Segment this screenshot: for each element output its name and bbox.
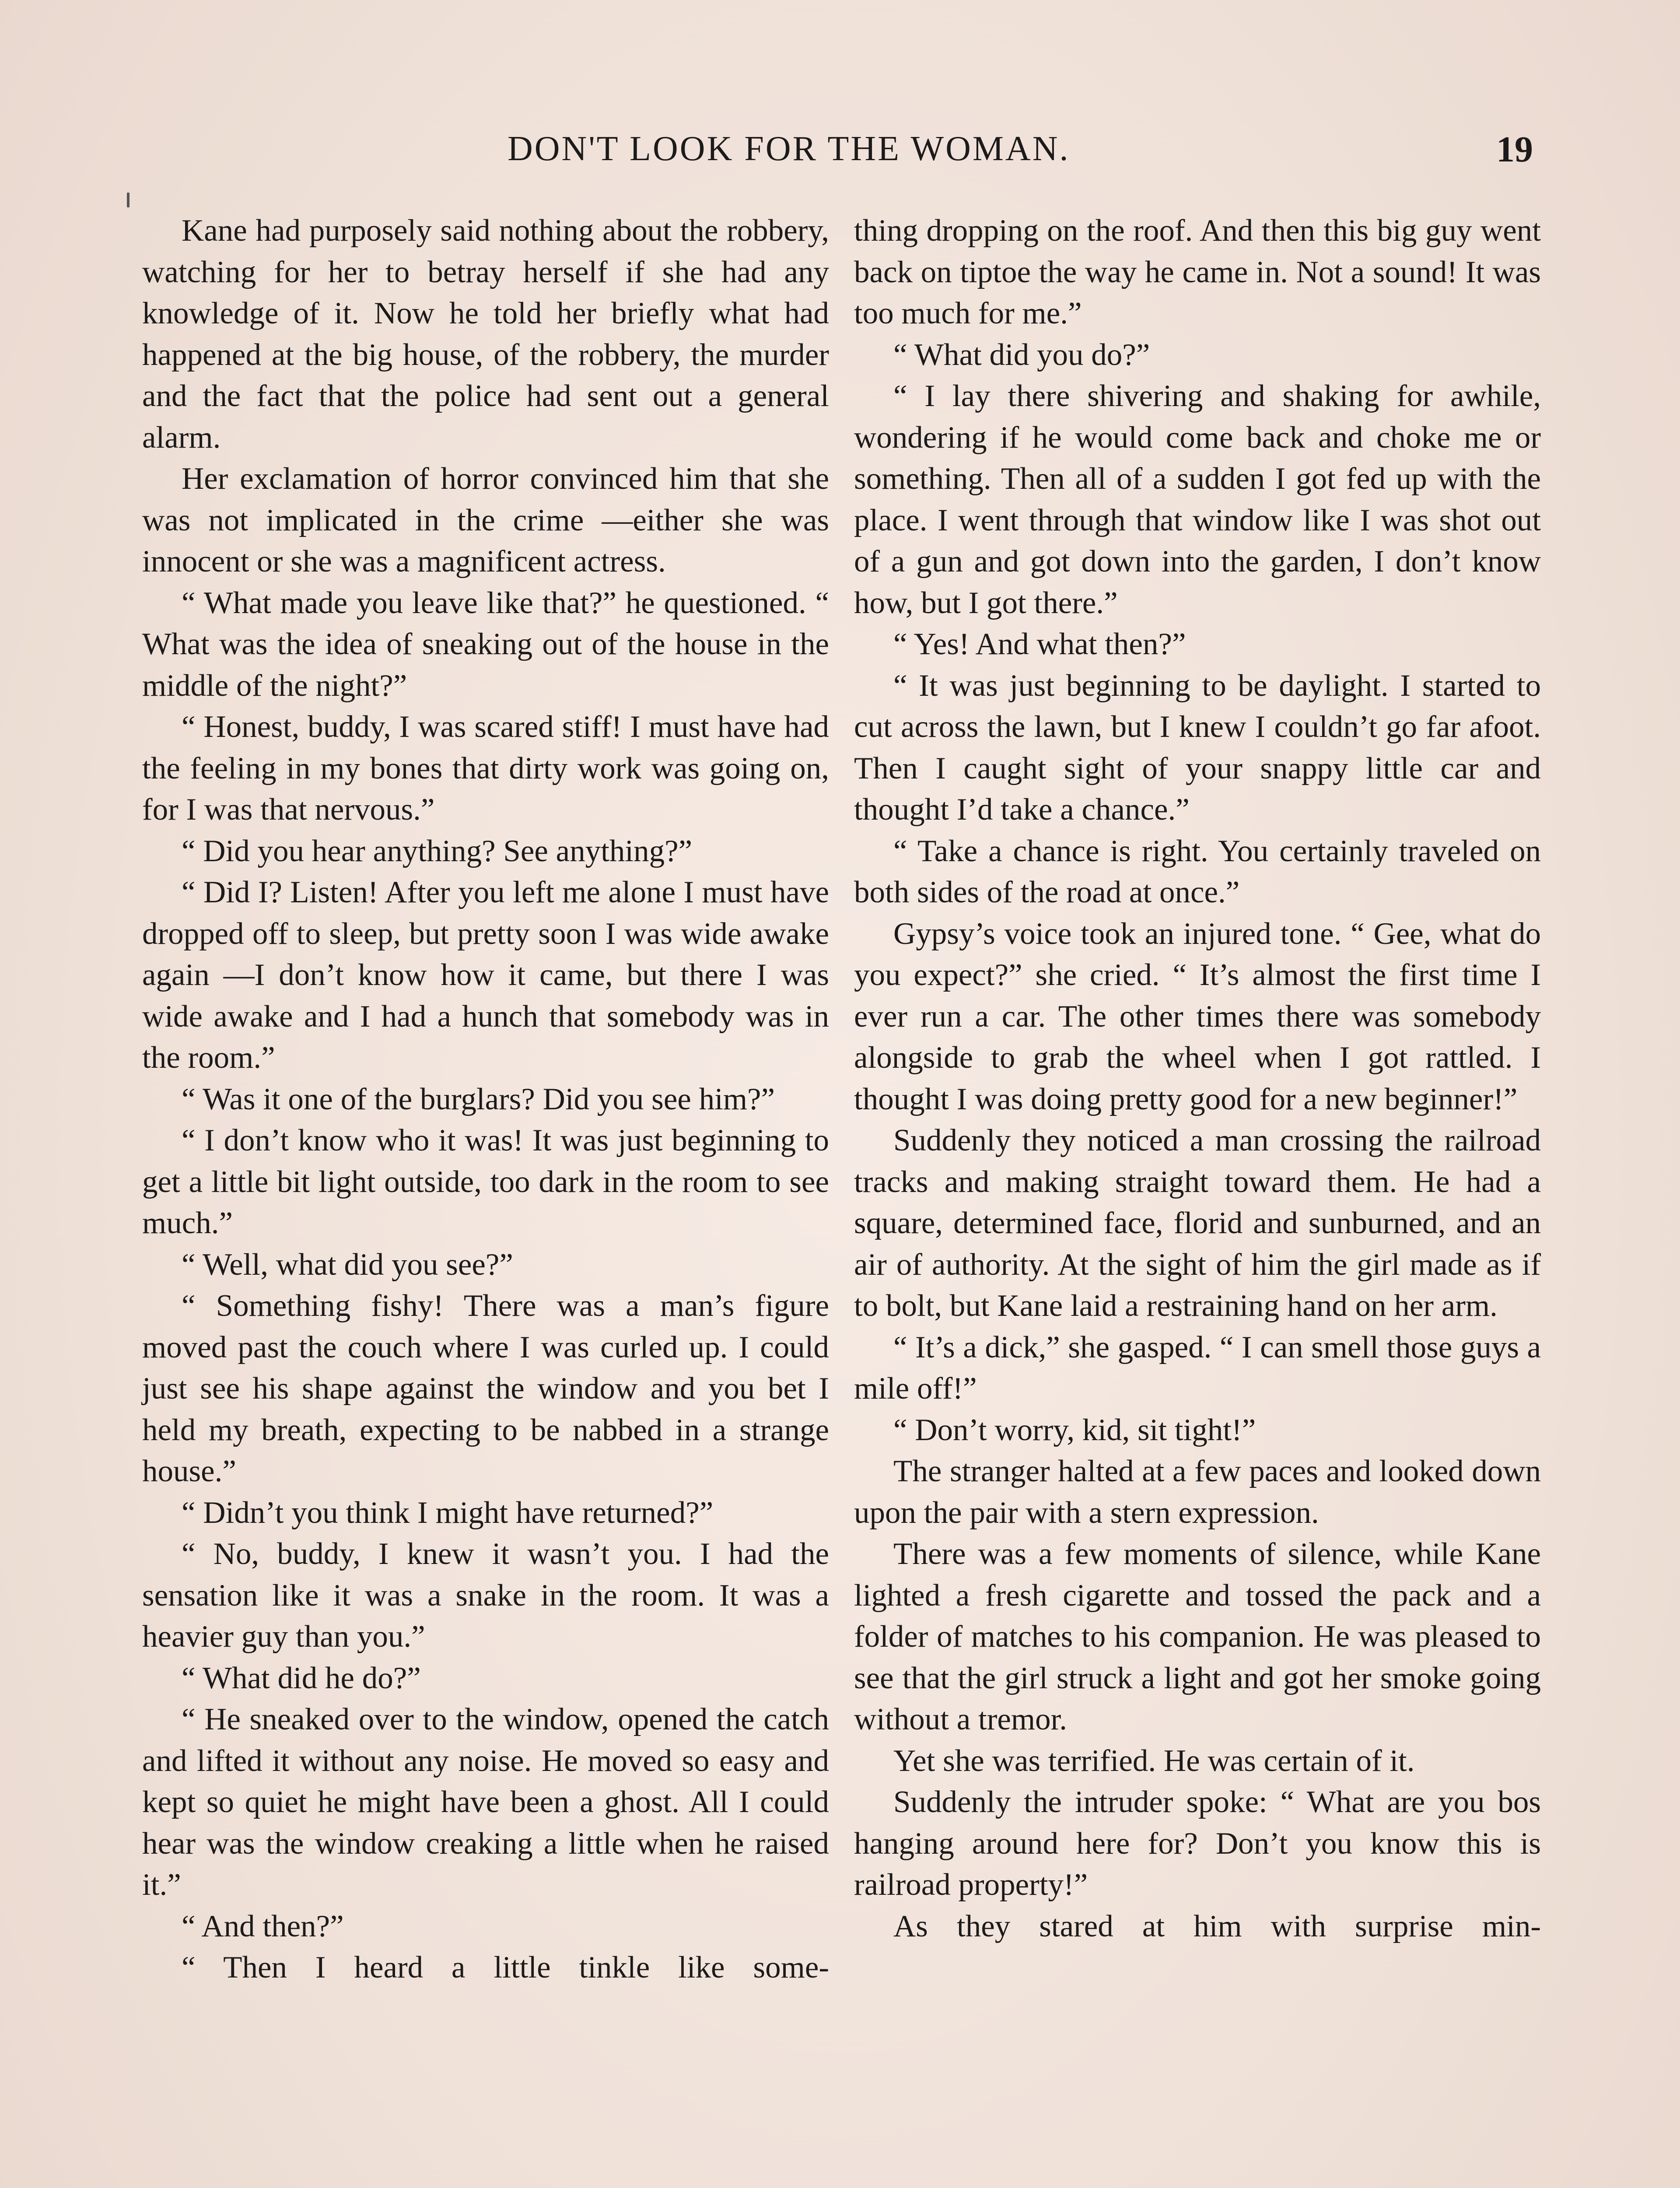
paragraph: “ It was just beginning to be daylight. I started to cut across the lawn, but I knew I couldn’t go far afoot. Then I caught sight of your snappy little car and thought I’d take a chance.” <box>854 668 1541 827</box>
paragraph: “ What made you leave like that?” he questioned. “ What was the idea of sneaking out of the house in the middle of the night?” <box>142 586 829 703</box>
paragraph: “ Something fishy! There was a man’s figure moved past the couch where I was curled up. I could just see his shape against the window and you bet I held my breath, expecting to be nabbed in a strange house.” <box>142 1289 829 1488</box>
paragraph: Yet she was terrified. He was certain of it. <box>893 1743 1415 1778</box>
paragraph: “ He sneaked over to the window, opened the catch and lifted it without any noise. He moved so easy and kept so quiet he might have been a ghost. All I could hear was the window creaking a little when he raised it.” <box>142 1702 829 1902</box>
paragraph: Gypsy’s voice took an injured tone. “ Gee, what do you expect?” she cried. “ It’s almost the first time I ever run a car. The other times there was somebody alongside to grab the wheel when I got rattled. I thought I was doing pretty good for a new beginner!” <box>854 916 1541 1116</box>
paragraph: “ What did you do?” <box>893 337 1150 372</box>
paragraph: “ Was it one of the burglars? Did you see him?” <box>182 1082 775 1116</box>
paragraph: There was a few moments of silence, while Kane lighted a fresh cigarette and tossed the pack and a folder of matches to his companion. He was pleased to see that the girl struck a light and got her smoke going without a tremor. <box>854 1537 1541 1736</box>
print-speck <box>127 193 130 207</box>
paragraph: “ Honest, buddy, I was scared stiff! I must have had the feeling in my bones that dirty work was going on, for I was that nervous.” <box>142 710 829 827</box>
right-column <box>854 210 1541 1947</box>
paragraph: “ Did you hear anything? See anything?” <box>182 834 693 868</box>
paragraph: “ Take a chance is right. You certainly traveled on both sides of the road at once.” <box>854 834 1541 909</box>
left-column <box>142 210 829 1988</box>
paragraph: “ It’s a dick,” she gasped. “ I can smell those guys a mile off!” <box>854 1330 1541 1406</box>
paragraph: “ I don’t know who it was! It was just beginning to get a little bit light outside, too dark in the room to see much.” <box>142 1123 829 1240</box>
paragraph: “ Yes! And what then?” <box>893 627 1186 661</box>
paragraph-continued: “ Then I heard a little tinkle like some- <box>182 1950 829 1985</box>
paragraph: Kane had purposely said nothing about the robbery, watching for her to betray herself if she had any knowledge of it. Now he told her briefly what had happened at the big house, of the robbery, the murder and the fact that the police had sent out a general alarm. <box>142 214 829 455</box>
paragraph: “ I lay there shivering and shaking for awhile, wondering if he would come back and choke me or something. Then all of a sudden I got fed up with the place. I went through that window like I was shot out of a gun and got down into the garden, I don’t know how, but I got there.” <box>854 379 1541 620</box>
paragraph: “ And then?” <box>182 1909 344 1943</box>
running-head: DON'T LOOK FOR THE WOMAN. <box>508 130 1070 168</box>
page-number: 19 <box>1496 129 1533 170</box>
paragraph: “ Did I? Listen! After you left me alone I must have dropped off to sleep, but pretty soon I was wide awake again —I don’t know how it came, but there I was wide awake and I had a hunch that somebody was in the room.” <box>142 875 829 1075</box>
paragraph: “ No, buddy, I knew it wasn’t you. I had the sensation like it was a snake in the room. It was a heavier guy than you.” <box>142 1537 829 1654</box>
paragraph: “ What did he do?” <box>182 1661 421 1695</box>
paragraph-continuation: thing dropping on the roof. And then this big guy went back on tiptoe the way he came in. Not a sound! It was too much for me.” <box>854 214 1541 330</box>
paragraph: Suddenly the intruder spoke: “ What are you bos hanging around here for? Don’t you know this is railroad property!” <box>854 1785 1541 1902</box>
paragraph: The stranger halted at a few paces and looked down upon the pair with a stern expression. <box>854 1454 1541 1530</box>
paragraph: Her exclamation of horror convinced him that she was not implicated in the crime —either she was innocent or she was a magnificent actress. <box>142 462 829 579</box>
paragraph: “ Don’t worry, kid, sit tight!” <box>893 1413 1256 1447</box>
paragraph: “ Didn’t you think I might have returned?” <box>182 1495 714 1530</box>
paragraph: Suddenly they noticed a man crossing the railroad tracks and making straight toward them. He had a square, determined face, florid and sunburned, and an air of authority. At the sight of him the girl made as if to bolt, but Kane laid a restraining hand on her arm. <box>854 1123 1541 1323</box>
paragraph-continued: As they stared at him with surprise min- <box>893 1909 1541 1943</box>
paragraph: “ Well, what did you see?” <box>182 1247 513 1282</box>
